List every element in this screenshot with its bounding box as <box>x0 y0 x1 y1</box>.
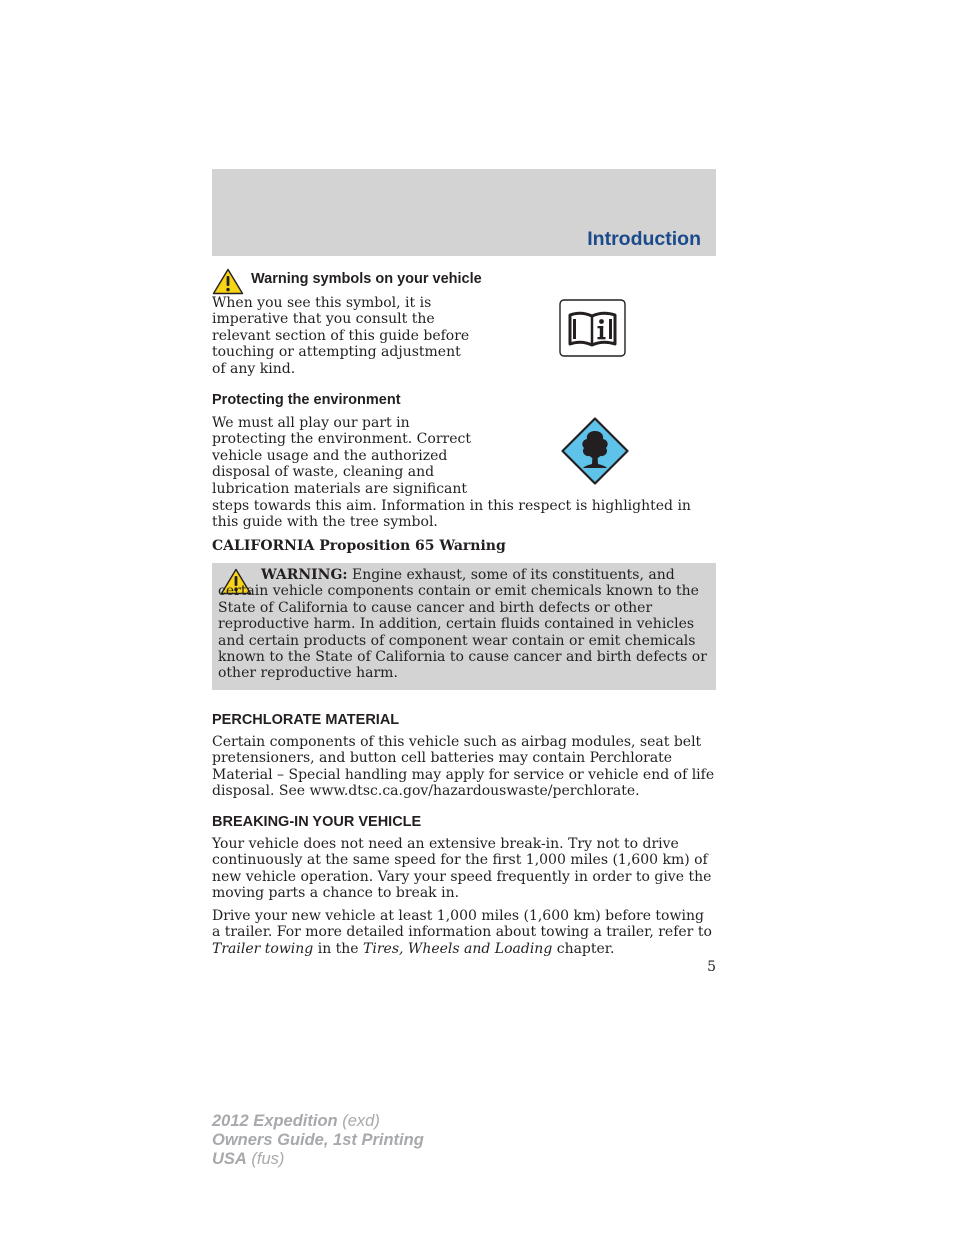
environment-body-column: We must all play our part in protecting the environment. Correct vehicle usage and the authorized disposal of waste, cleaning and lubrication materials are significant <box>212 415 471 497</box>
footer-model-line <box>212 1112 424 1131</box>
tree-symbol-icon <box>561 417 629 485</box>
document-footer <box>212 1112 424 1169</box>
environment-heading: Protecting the environment <box>212 392 401 408</box>
tires-wheels-loading-reference: Tires, Wheels and Loading <box>363 940 553 957</box>
prop65-warning-text <box>218 567 708 682</box>
prop65-heading: CALIFORNIA Proposition 65 Warning <box>212 538 506 554</box>
warning-body: Engine exhaust, some of its constituents, and certain vehicle components contain or emit chemicals known to the State of California to cause cancer and birth defects or other reproductive harm. In addition, certain fluids contained in vehicles and certain products of component wear contain or emit chemicals known to the State of California to cause cancer and birth defects or other reproductive harm. <box>218 567 707 682</box>
prop65-warning-box <box>212 563 716 690</box>
trailer-towing-reference: Trailer towing <box>212 940 314 957</box>
environment-body-continued: steps towards this aim. Information in this respect is highlighted in this guide with the tree symbol. <box>212 498 691 531</box>
warning-triangle-icon <box>212 268 244 295</box>
warning-symbols-body: When you see this symbol, it is imperative that you consult the relevant section of this guide before touching or attempting adjustment of any kind. <box>212 295 470 377</box>
warning-label: WARNING: <box>261 567 348 583</box>
para2-text-b: in the <box>313 940 364 957</box>
owner-guide-info-icon <box>559 299 626 357</box>
footer-region-code: (fus) <box>246 1150 285 1168</box>
footer-model: 2012 Expedition <box>212 1112 338 1130</box>
footer-region-line <box>212 1150 424 1169</box>
breaking-in-paragraph-2 <box>212 908 716 957</box>
perchlorate-heading: PERCHLORATE MATERIAL <box>212 712 400 728</box>
section-header-band <box>212 169 716 256</box>
section-title: Introduction <box>587 228 701 250</box>
breaking-in-paragraph-1: Your vehicle does not need an extensive break-in. Try not to drive continuously at the same speed for the first 1,000 miles (1,600 km) of new vehicle operation. Vary your speed frequently in order to give the moving parts a chance to break in. <box>212 836 712 902</box>
perchlorate-body: Certain components of this vehicle such as airbag modules, seat belt pretensioners, and button cell batteries may contain Perchlorate Material – Special handling may apply for service or vehicle end of life disposal. See www.dtsc.ca.gov/hazardouswaste/perchlorate. <box>212 734 715 800</box>
para2-text-a: Drive your new vehicle at least 1,000 miles (1,600 km) before towing a trailer. For more detailed information about towing a trailer, refer to <box>212 908 712 941</box>
footer-model-code: (exd) <box>337 1112 380 1130</box>
footer-guide: Owners Guide, 1st Printing <box>212 1131 424 1149</box>
page-number: 5 <box>707 959 716 975</box>
footer-guide-line <box>212 1131 424 1150</box>
warning-symbols-heading: Warning symbols on your vehicle <box>251 271 482 287</box>
footer-region: USA <box>212 1150 247 1168</box>
para2-text-c: chapter. <box>552 940 615 957</box>
breaking-in-heading: BREAKING-IN YOUR VEHICLE <box>212 814 422 830</box>
